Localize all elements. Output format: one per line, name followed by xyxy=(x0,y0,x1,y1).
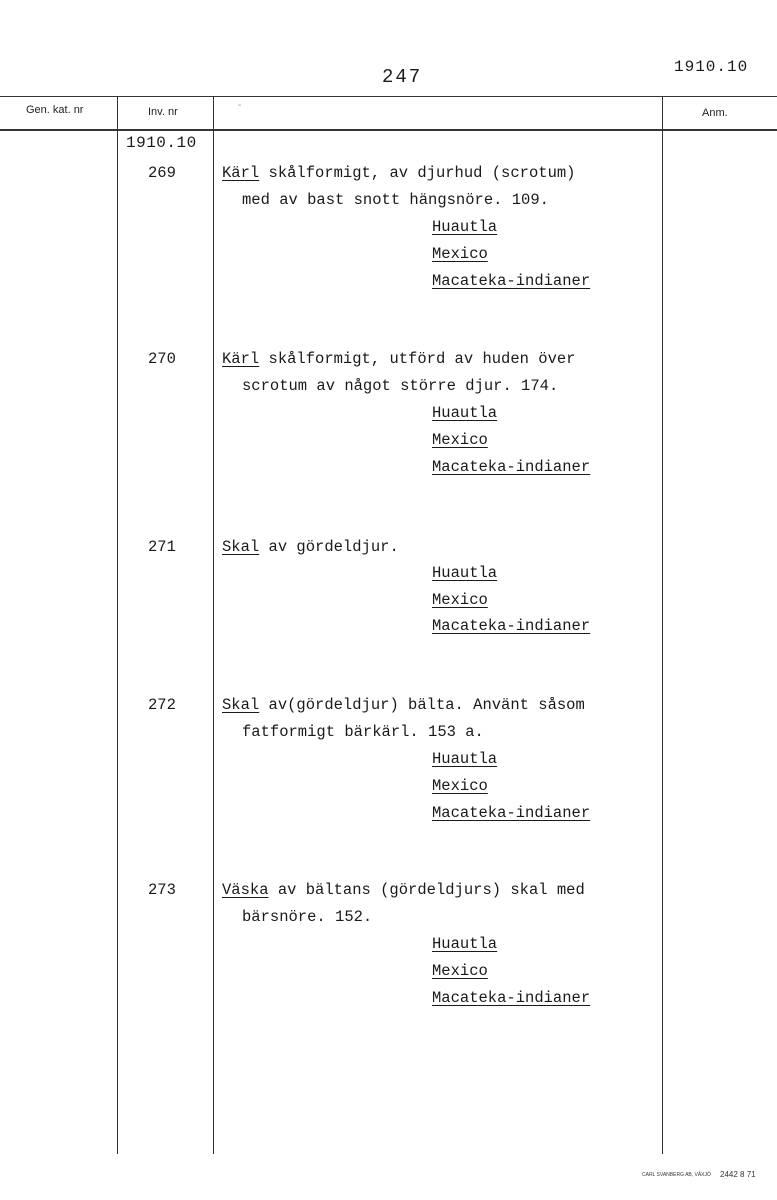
entry-description-line2: bärsnöre. 152. xyxy=(242,908,373,926)
entry-description-line1 xyxy=(222,534,399,561)
entry-people: Macateka-indianer xyxy=(432,989,591,1007)
entry-place: Huautla xyxy=(432,564,498,582)
inv-number: 269 xyxy=(148,164,176,182)
entry-place: Huautla xyxy=(432,218,498,236)
entry-keyword: Skal xyxy=(222,696,260,714)
entry-text: av bältans (gördeldjurs) skal med xyxy=(268,881,585,899)
entry-text: av gördeldjur. xyxy=(259,538,399,556)
entry-people: Macateka-indianer xyxy=(432,617,591,635)
column-rule-1 xyxy=(117,96,118,1154)
entry-keyword: Kärl xyxy=(222,350,260,368)
column-rule-2 xyxy=(213,96,214,1154)
entry-country: Mexico xyxy=(432,245,488,263)
entry-text: skålformigt, av djurhud (scrotum) xyxy=(259,164,576,182)
inv-number: 273 xyxy=(148,881,176,899)
form-number: 2442 8 71 xyxy=(720,1170,756,1179)
column-header-description: - xyxy=(238,100,242,111)
entry-description-line1 xyxy=(222,160,575,187)
entry-people: Macateka-indianer xyxy=(432,804,591,822)
entry-place: Huautla xyxy=(432,404,498,422)
entry-keyword: Skal xyxy=(222,538,260,556)
entry-description-line2: fatformigt bärkärl. 153 a. xyxy=(242,723,484,741)
entry-description-line1 xyxy=(222,877,585,904)
entry-keyword: Väska xyxy=(222,881,269,899)
entry-description-line1 xyxy=(222,692,585,719)
entry-people: Macateka-indianer xyxy=(432,458,591,476)
printer-imprint: CARL SVANBERG AB, VÄXJÖ xyxy=(642,1172,711,1178)
column-header-inv-nr: Inv. nr xyxy=(148,106,178,118)
entry-people: Macateka-indianer xyxy=(432,272,591,290)
entry-description-line1 xyxy=(222,346,575,373)
entry-place: Huautla xyxy=(432,750,498,768)
inv-number: 272 xyxy=(148,696,176,714)
inv-number: 270 xyxy=(148,350,176,368)
entry-text: skålformigt, utförd av huden över xyxy=(259,350,576,368)
entry-place: Huautla xyxy=(432,935,498,953)
entry-text: av(gördeldjur) bälta. Använt såsom xyxy=(259,696,585,714)
entry-country: Mexico xyxy=(432,431,488,449)
entry-description-line2: scrotum av något större djur. 174. xyxy=(242,377,559,395)
column-header-anm: Anm. xyxy=(702,107,728,119)
column-rule-3 xyxy=(662,96,663,1154)
entry-country: Mexico xyxy=(432,777,488,795)
header-date: 1910.10 xyxy=(674,58,749,76)
entry-country: Mexico xyxy=(432,591,488,609)
entry-keyword: Kärl xyxy=(222,164,260,182)
year-heading: 1910.10 xyxy=(126,134,197,152)
column-header-gen-kat-nr: Gen. kat. nr xyxy=(26,104,84,116)
entry-description-line2: med av bast snott hängsnöre. 109. xyxy=(242,191,549,209)
entry-country: Mexico xyxy=(432,962,488,980)
inv-number: 271 xyxy=(148,538,176,556)
page-number: 247 xyxy=(382,66,423,88)
